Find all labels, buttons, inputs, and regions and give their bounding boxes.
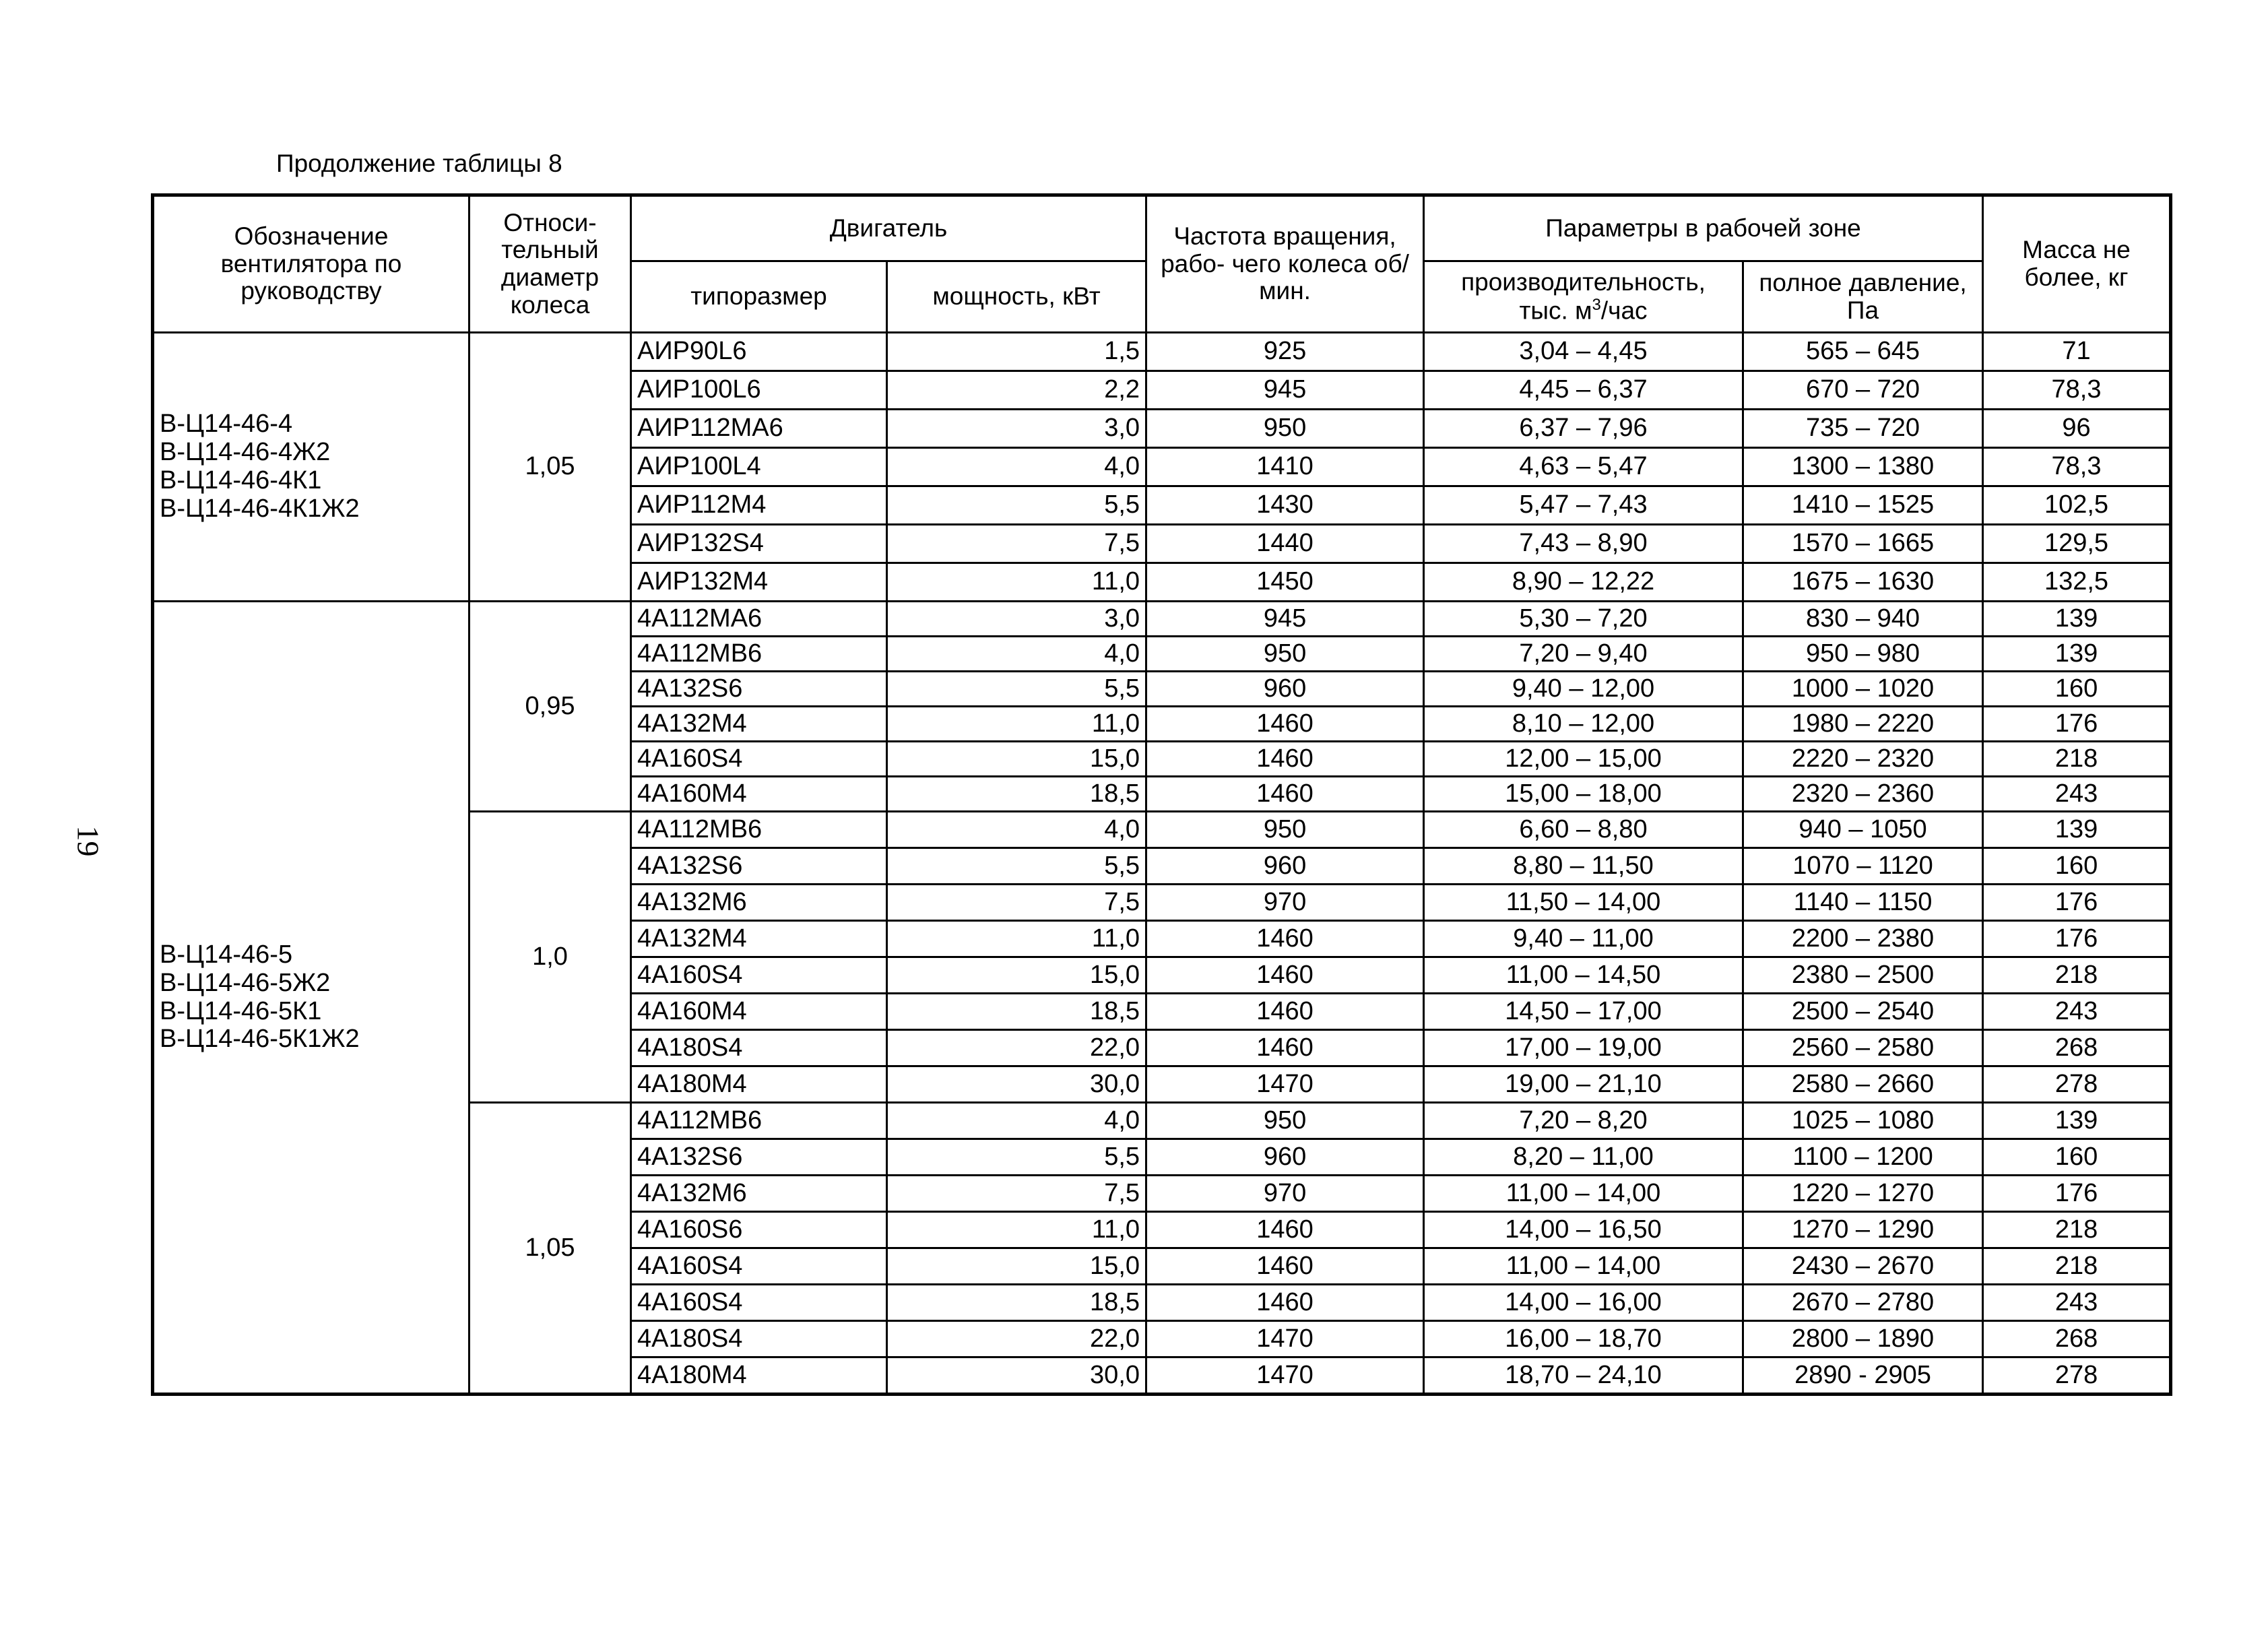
header-capacity-unit: тыс. м (1519, 296, 1592, 325)
header-capacity (1424, 261, 1743, 333)
motor-type-cell: 4А160S6 (631, 1212, 887, 1248)
motor-power-cell: 7,5 (887, 885, 1146, 921)
mass-cell: 243 (1983, 777, 2171, 812)
motor-power-cell: 5,5 (887, 1139, 1146, 1176)
pressure-cell: 1025 – 1080 (1743, 1103, 1983, 1139)
mass-cell: 218 (1983, 1212, 2171, 1248)
fan-designation: В-Ц14-46-5Ж2 (160, 968, 331, 997)
capacity-cell: 5,30 – 7,20 (1424, 602, 1743, 637)
motor-power-cell: 18,5 (887, 994, 1146, 1030)
mass-cell: 139 (1983, 812, 2171, 848)
pressure-cell: 2890 - 2905 (1743, 1357, 1983, 1395)
rotation-speed-cell: 1430 (1146, 486, 1424, 525)
pressure-cell: 2320 – 2360 (1743, 777, 1983, 812)
rotation-speed-cell: 1410 (1146, 448, 1424, 486)
motor-power-cell: 22,0 (887, 1030, 1146, 1066)
fan-designation: В-Ц14-46-5 (160, 940, 293, 969)
fan-designation: В-Ц14-46-5К1 (160, 996, 322, 1025)
mass-cell: 129,5 (1983, 525, 2171, 563)
capacity-cell: 11,50 – 14,00 (1424, 885, 1743, 921)
capacity-cell: 9,40 – 11,00 (1424, 921, 1743, 957)
mass-cell: 160 (1983, 672, 2171, 707)
motor-type-cell: 4А132М4 (631, 707, 887, 742)
motor-power-cell: 15,0 (887, 957, 1146, 994)
motor-type-cell: 4А180М4 (631, 1357, 887, 1395)
fan-designation-cell (153, 333, 469, 602)
pressure-cell: 1100 – 1200 (1743, 1139, 1983, 1176)
header-capacity-sup: 3 (1592, 295, 1601, 314)
motor-power-cell: 7,5 (887, 1176, 1146, 1212)
mass-cell: 102,5 (1983, 486, 2171, 525)
motor-type-cell: 4А180S4 (631, 1321, 887, 1357)
rotation-speed-cell: 970 (1146, 885, 1424, 921)
pressure-cell: 830 – 940 (1743, 602, 1983, 637)
motor-power-cell: 4,0 (887, 448, 1146, 486)
rotation-speed-cell: 1440 (1146, 525, 1424, 563)
motor-type-cell: 4А180М4 (631, 1066, 887, 1103)
rotation-speed-cell: 950 (1146, 637, 1424, 672)
rotation-speed-cell: 1460 (1146, 921, 1424, 957)
rotation-speed-cell: 960 (1146, 672, 1424, 707)
table-header (153, 195, 2171, 333)
motor-power-cell: 4,0 (887, 812, 1146, 848)
rotation-speed-cell: 960 (1146, 1139, 1424, 1176)
capacity-cell: 19,00 – 21,10 (1424, 1066, 1743, 1103)
motor-type-cell: АИР132S4 (631, 525, 887, 563)
motor-type-cell: АИР90L6 (631, 333, 887, 371)
table-row (153, 602, 2171, 637)
pressure-cell: 1270 – 1290 (1743, 1212, 1983, 1248)
rotation-speed-cell: 1470 (1146, 1066, 1424, 1103)
mass-cell: 278 (1983, 1066, 2171, 1103)
motor-power-cell: 5,5 (887, 848, 1146, 885)
capacity-cell: 17,00 – 19,00 (1424, 1030, 1743, 1066)
rotation-speed-cell: 945 (1146, 371, 1424, 410)
pressure-cell: 1070 – 1120 (1743, 848, 1983, 885)
fan-designation: В-Ц14-46-4Ж2 (160, 438, 331, 467)
capacity-cell: 8,90 – 12,22 (1424, 563, 1743, 602)
capacity-cell: 8,80 – 11,50 (1424, 848, 1743, 885)
pressure-cell: 735 – 720 (1743, 410, 1983, 448)
motor-type-cell: 4А180S4 (631, 1030, 887, 1066)
mass-cell: 218 (1983, 957, 2171, 994)
header-pressure: полное давление, Па (1743, 261, 1983, 333)
pressure-cell: 1300 – 1380 (1743, 448, 1983, 486)
mass-cell: 243 (1983, 1285, 2171, 1321)
motor-type-cell: 4А132S6 (631, 1139, 887, 1176)
pressure-cell: 1220 – 1270 (1743, 1176, 1983, 1212)
motor-power-cell: 11,0 (887, 921, 1146, 957)
header-designation: Обозначение вентилятора по руководству (153, 195, 469, 333)
rotation-speed-cell: 945 (1146, 602, 1424, 637)
capacity-cell: 14,50 – 17,00 (1424, 994, 1743, 1030)
mass-cell: 160 (1983, 848, 2171, 885)
rotation-speed-cell: 1460 (1146, 1248, 1424, 1285)
mass-cell: 139 (1983, 1103, 2171, 1139)
motor-power-cell: 22,0 (887, 1321, 1146, 1357)
capacity-cell: 6,37 – 7,96 (1424, 410, 1743, 448)
fan-table (151, 193, 2172, 1396)
motor-power-cell: 18,5 (887, 1285, 1146, 1321)
relative-diameter-cell: 1,05 (469, 1103, 631, 1395)
pressure-cell: 2430 – 2670 (1743, 1248, 1983, 1285)
capacity-cell: 8,10 – 12,00 (1424, 707, 1743, 742)
header-work-zone: Параметры в рабочей зоне (1424, 195, 1983, 261)
pressure-cell: 2220 – 2320 (1743, 742, 1983, 777)
mass-cell: 176 (1983, 1176, 2171, 1212)
motor-type-cell: АИР112МА6 (631, 410, 887, 448)
motor-type-cell: 4А132S6 (631, 848, 887, 885)
rotation-speed-cell: 1460 (1146, 1030, 1424, 1066)
header-motor-type: типоразмер (631, 261, 887, 333)
rotation-speed-cell: 950 (1146, 812, 1424, 848)
fan-designation: В-Ц14-46-4К1 (160, 466, 322, 494)
motor-power-cell: 3,0 (887, 410, 1146, 448)
motor-power-cell: 1,5 (887, 333, 1146, 371)
motor-type-cell: АИР112М4 (631, 486, 887, 525)
motor-type-cell: 4А112МВ6 (631, 812, 887, 848)
capacity-cell: 4,45 – 6,37 (1424, 371, 1743, 410)
motor-power-cell: 30,0 (887, 1066, 1146, 1103)
relative-diameter-cell: 1,0 (469, 812, 631, 1103)
rotation-speed-cell: 1460 (1146, 994, 1424, 1030)
motor-type-cell: 4А132М4 (631, 921, 887, 957)
pressure-cell: 670 – 720 (1743, 371, 1983, 410)
capacity-cell: 12,00 – 15,00 (1424, 742, 1743, 777)
motor-type-cell: 4А160М4 (631, 777, 887, 812)
pressure-cell: 2670 – 2780 (1743, 1285, 1983, 1321)
mass-cell: 160 (1983, 1139, 2171, 1176)
motor-power-cell: 4,0 (887, 637, 1146, 672)
capacity-cell: 14,00 – 16,00 (1424, 1285, 1743, 1321)
mass-cell: 218 (1983, 742, 2171, 777)
header-capacity-per: /час (1600, 296, 1648, 325)
mass-cell: 96 (1983, 410, 2171, 448)
pressure-cell: 1570 – 1665 (1743, 525, 1983, 563)
capacity-cell: 5,47 – 7,43 (1424, 486, 1743, 525)
motor-type-cell: АИР132М4 (631, 563, 887, 602)
rotation-speed-cell: 925 (1146, 333, 1424, 371)
rotation-speed-cell: 1460 (1146, 957, 1424, 994)
motor-power-cell: 30,0 (887, 1357, 1146, 1395)
motor-type-cell: 4А112МВ6 (631, 637, 887, 672)
rotation-speed-cell: 1460 (1146, 707, 1424, 742)
rotation-speed-cell: 1460 (1146, 777, 1424, 812)
motor-type-cell: 4А132М6 (631, 885, 887, 921)
motor-type-cell: АИР100L4 (631, 448, 887, 486)
motor-power-cell: 15,0 (887, 1248, 1146, 1285)
header-relative-diameter: Относи- тельный диаметр колеса (469, 195, 631, 333)
mass-cell: 218 (1983, 1248, 2171, 1285)
pressure-cell: 940 – 1050 (1743, 812, 1983, 848)
capacity-cell: 8,20 – 11,00 (1424, 1139, 1743, 1176)
rotation-speed-cell: 950 (1146, 1103, 1424, 1139)
pressure-cell: 2580 – 2660 (1743, 1066, 1983, 1103)
rotation-speed-cell: 1460 (1146, 1285, 1424, 1321)
motor-type-cell: 4А160S4 (631, 1285, 887, 1321)
rotation-speed-cell: 1460 (1146, 742, 1424, 777)
fan-designation: В-Ц14-46-5К1Ж2 (160, 1025, 360, 1054)
motor-type-cell: 4А160М4 (631, 994, 887, 1030)
fan-designation: В-Ц14-46-4К1Ж2 (160, 494, 360, 523)
motor-type-cell: 4А160S4 (631, 957, 887, 994)
rotation-speed-cell: 970 (1146, 1176, 1424, 1212)
pressure-cell: 1140 – 1150 (1743, 885, 1983, 921)
pressure-cell: 565 – 645 (1743, 333, 1983, 371)
mass-cell: 71 (1983, 333, 2171, 371)
relative-diameter-cell: 1,05 (469, 333, 631, 602)
capacity-cell: 7,20 – 8,20 (1424, 1103, 1743, 1139)
motor-power-cell: 15,0 (887, 742, 1146, 777)
header-capacity-line1: производительность, (1461, 268, 1706, 296)
pressure-cell: 1000 – 1020 (1743, 672, 1983, 707)
motor-power-cell: 5,5 (887, 486, 1146, 525)
motor-power-cell: 11,0 (887, 1212, 1146, 1248)
mass-cell: 176 (1983, 885, 2171, 921)
capacity-cell: 16,00 – 18,70 (1424, 1321, 1743, 1357)
motor-type-cell: 4А160S4 (631, 1248, 887, 1285)
header-capacity-line2 (1430, 296, 1737, 325)
capacity-cell: 11,00 – 14,50 (1424, 957, 1743, 994)
motor-type-cell: 4А112МВ6 (631, 1103, 887, 1139)
header-motor: Двигатель (631, 195, 1146, 261)
page-number: 19 (71, 825, 106, 857)
rotation-speed-cell: 1470 (1146, 1321, 1424, 1357)
pressure-cell: 2800 – 1890 (1743, 1321, 1983, 1357)
rotation-speed-cell: 1450 (1146, 563, 1424, 602)
motor-power-cell: 4,0 (887, 1103, 1146, 1139)
pressure-cell: 2560 – 2580 (1743, 1030, 1983, 1066)
capacity-cell: 11,00 – 14,00 (1424, 1248, 1743, 1285)
capacity-cell: 7,20 – 9,40 (1424, 637, 1743, 672)
capacity-cell: 7,43 – 8,90 (1424, 525, 1743, 563)
pressure-cell: 2380 – 2500 (1743, 957, 1983, 994)
motor-power-cell: 3,0 (887, 602, 1146, 637)
motor-power-cell: 18,5 (887, 777, 1146, 812)
table-row (153, 333, 2171, 371)
pressure-cell: 1980 – 2220 (1743, 707, 1983, 742)
pressure-cell: 2200 – 2380 (1743, 921, 1983, 957)
mass-cell: 132,5 (1983, 563, 2171, 602)
capacity-cell: 15,00 – 18,00 (1424, 777, 1743, 812)
pressure-cell: 2500 – 2540 (1743, 994, 1983, 1030)
motor-power-cell: 7,5 (887, 525, 1146, 563)
header-motor-power: мощность, кВт (887, 261, 1146, 333)
pressure-cell: 1410 – 1525 (1743, 486, 1983, 525)
fan-designation: В-Ц14-46-4 (160, 410, 293, 439)
motor-type-cell: 4А112МА6 (631, 602, 887, 637)
header-mass: Масса не более, кг (1983, 195, 2171, 333)
mass-cell: 139 (1983, 602, 2171, 637)
relative-diameter-cell: 0,95 (469, 602, 631, 812)
capacity-cell: 3,04 – 4,45 (1424, 333, 1743, 371)
table-caption: Продолжение таблицы 8 (276, 150, 562, 177)
motor-type-cell: 4А132М6 (631, 1176, 887, 1212)
mass-cell: 268 (1983, 1321, 2171, 1357)
pressure-cell: 1675 – 1630 (1743, 563, 1983, 602)
mass-cell: 78,3 (1983, 371, 2171, 410)
mass-cell: 268 (1983, 1030, 2171, 1066)
capacity-cell: 4,63 – 5,47 (1424, 448, 1743, 486)
capacity-cell: 9,40 – 12,00 (1424, 672, 1743, 707)
motor-type-cell: 4А160S4 (631, 742, 887, 777)
rotation-speed-cell: 960 (1146, 848, 1424, 885)
mass-cell: 176 (1983, 921, 2171, 957)
motor-power-cell: 2,2 (887, 371, 1146, 410)
motor-power-cell: 11,0 (887, 707, 1146, 742)
capacity-cell: 18,70 – 24,10 (1424, 1357, 1743, 1395)
rotation-speed-cell: 950 (1146, 410, 1424, 448)
fan-designation-cell (153, 602, 469, 1395)
rotation-speed-cell: 1460 (1146, 1212, 1424, 1248)
rotation-speed-cell: 1470 (1146, 1357, 1424, 1395)
table-body (153, 333, 2171, 1395)
motor-power-cell: 11,0 (887, 563, 1146, 602)
mass-cell: 176 (1983, 707, 2171, 742)
mass-cell: 78,3 (1983, 448, 2171, 486)
pressure-cell: 950 – 980 (1743, 637, 1983, 672)
capacity-cell: 14,00 – 16,50 (1424, 1212, 1743, 1248)
motor-power-cell: 5,5 (887, 672, 1146, 707)
mass-cell: 278 (1983, 1357, 2171, 1395)
mass-cell: 243 (1983, 994, 2171, 1030)
capacity-cell: 11,00 – 14,00 (1424, 1176, 1743, 1212)
motor-type-cell: АИР100L6 (631, 371, 887, 410)
motor-type-cell: 4А132S6 (631, 672, 887, 707)
header-rotation: Частота вращения, рабо- чего колеса об/мин. (1146, 195, 1424, 333)
mass-cell: 139 (1983, 637, 2171, 672)
capacity-cell: 6,60 – 8,80 (1424, 812, 1743, 848)
